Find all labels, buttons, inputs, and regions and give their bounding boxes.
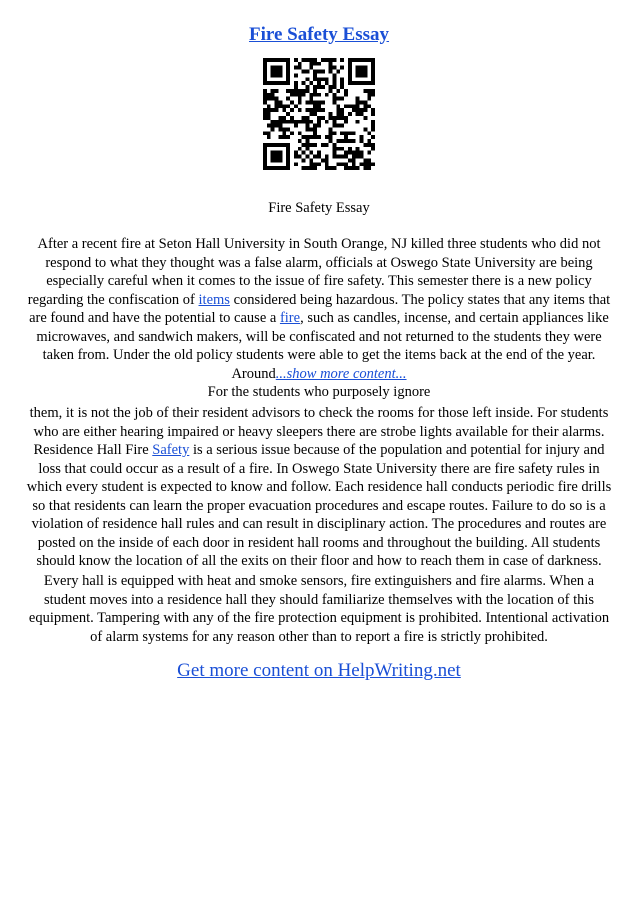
paragraph-2 [22,404,616,571]
document-title[interactable]: Fire Safety Essay [248,24,390,45]
get-more-content-link[interactable]: Get more content on HelpWriting.net [177,660,461,681]
qr-code-icon [263,58,375,170]
link-safety[interactable]: Safety [152,442,190,458]
para1-text-c: , such as candles, incense, and certain appliances like microwaves, and sandwich makers, will be confiscated and not returned to the students they were taken from. Under the old policy students were able to get the items back at the end of the year. Around [36,310,609,382]
essay-heading: Fire Safety Essay [268,200,370,216]
para1-text-a: After a recent fire at Seton Hall University in South Orange, NJ killed three students who did not respond to what they thought was a false alarm, officials at Oswego State University are being especially careful when it comes to the issue of fire safety. This semester there is a new policy regarding the confiscation of [27,236,601,308]
link-items[interactable]: items [198,291,230,308]
para2-text-a: them, it is not the job of their resident advisors to check the rooms for those left inside. For students who are either hearing impaired or heavy sleepers there are strobe lights available for their alarms. Residence Hall Fire [29,405,609,458]
link-fire[interactable]: fire [279,310,301,326]
paragraph-1 [22,235,616,402]
show-more-link[interactable]: ...show more content... [275,365,407,382]
para1-text-d: For the students who purposely ignore [207,384,431,400]
para2-text-b: is a serious issue because of the population and potential for injury and loss that could occur as a result of a fire. In Oswego State University there are fire safety rules in which every student is expected to know and follow. Each residence hall conducts periodic fire drills so that residents can learn the proper evacuation procedures and escape routes. Failure to do so is a violation of residence hall rules and can result in disciplinary action. The procedures and routes are posted on the inside of each door in resident hall rooms and throughout the building. All students should know the location of all the exits on their floor and how to reach them in case of darkness. [26,442,612,569]
para1-text-b: considered being hazardous. The policy states that any items that are found and have the potential to cause a [29,291,611,326]
paragraph-3: Every hall is equipped with heat and smoke sensors, fire extinguishers and fire alarms. When a student moves into a residence hall they should familiarize themselves with the location of this equipment. Tampering with any of the fire protection equipment is prohibited. Intentional activation of alarm systems for any reason other than to report a fire is strictly prohibited. [28,573,610,645]
